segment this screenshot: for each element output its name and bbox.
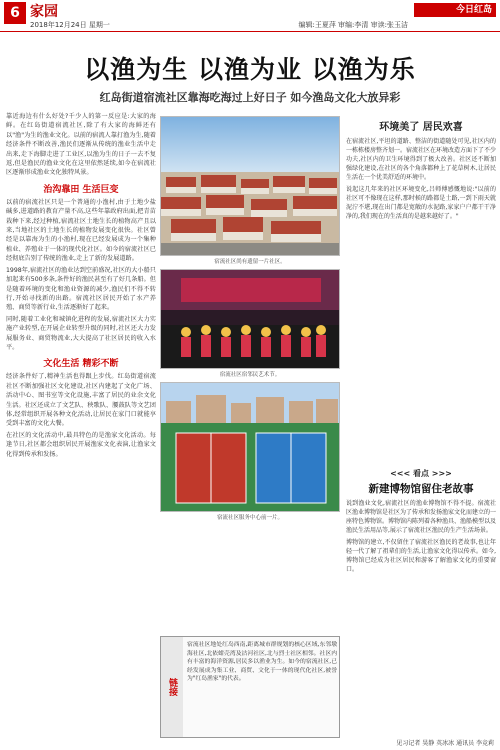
photo-caption: 宿流社区服务中心前一片。 <box>216 515 283 521</box>
link-text: 宿流社区地处红岛西南,距离城市群规划的核心区域,东邻墩海社区,北依蚶壳湾及沽河社区,北与烈士社区相邻。社区内有丰富的海洋资源,居民多以渔业为生。如今的宿流社区,已经发展成为集工业、商贸、文化于一体的现代化社区,被誉为"红岛渔家"的代表。 <box>187 642 337 682</box>
paragraph: 说到渔业文化,宿流社区的渔业博物馆不得不提。宿流社区渔业博物馆是社区为了传承和发扬渔家文化而建立的一座特色博物馆。博物馆内陈列着各种渔具、渔船模型以及渔民生活用品等,展示了宿流社区渔民的生产生活场景。 <box>346 500 497 534</box>
section-heading-1: 治沟靠田 生活巨变 <box>43 184 119 195</box>
section-title: 家园 <box>30 4 58 20</box>
museum-article <box>346 499 496 574</box>
page-header <box>0 0 500 32</box>
link-label: 链接 <box>161 637 183 737</box>
subheadline: 红岛街道宿流社区靠海吃海过上好日子 如今渔岛文化大放异彩 <box>99 91 401 104</box>
kanko-marker: <<< 看点 >>> <box>390 469 452 478</box>
paragraph: 同时,随着工业化和城镇化进程的发展,宿流社区大力实施产业转型,在开展企业转型升级的同时,社区还大力发展服务业、商贸物流业,大大提高了社区居民的收入水平。 <box>6 315 156 351</box>
photo-column <box>160 116 340 525</box>
paragraph: 在宿流社区,平坦的道路、整洁的街道随处可见,社区内的一栋栋楼房整齐划一。宿流社区在环境改造方面下了不少功夫,社区内的卫生环境得到了极大改善。社区还不断加强绿化建设,在社区的各个角落都种上了花草树木,让居民生活在一个优美舒适的环境中。 <box>346 138 497 181</box>
paragraph: 博物馆的建立,不仅留住了宿流社区渔民的老故事,也让年轻一代了解了祖辈们的生活,让渔家文化得以传承。如今,博物馆已经成为社区居民和游客了解渔家文化的重要窗口。 <box>346 539 496 573</box>
stage-performance-photo <box>160 269 340 369</box>
right-section-heading: 环境美了 居民欢喜 <box>379 122 463 133</box>
sports-court-photo <box>160 382 340 512</box>
photo-caption: 宿流社区宿邻民艺术节。 <box>219 372 281 378</box>
intro-paragraph: 靠近海边有什么好处?千少人的第一反应是:大家的海鲜。在红岛街道宿流社区,除了有大家的海鲜还有以"渔"为生的渔业文化。以前的宿流人靠打渔为生,随着经济条件不断改善,渔民们逐渐从传统的渔业生活中走出来,走下海脚走进了工业区,以渔为生的日子一去不复返,但是渔民的渔业文化在这里依然延续,如今在宿流社区逐渐形成渔业文化独特风景。 <box>6 113 156 177</box>
paragraph: 1998年,宿流社区的渔业达到空前盛况,社区的大小船只加起来有500多条,条件好的渔民甚至有了好几条船。但是随着环境的变化和渔业资源的减少,渔民们不得不转行,开始寻找新的出路。宿流社区居民开始了水产养殖、商贸等新行业,生活逐渐好了起来。 <box>6 266 156 312</box>
right-column <box>346 118 496 221</box>
masthead-badge: 今日红岛 <box>414 3 496 17</box>
byline: 见习记者 昊静 英冰冰 通讯员 李竞莉 <box>396 740 494 747</box>
village-aerial-photo <box>160 116 340 256</box>
left-column <box>6 112 156 712</box>
page-number: 6 <box>4 2 26 24</box>
link-sidebar-box <box>160 636 340 738</box>
paragraph: 说起这几年来的社区环境变化,吕师傅感慨地说:"以前的社区可不像现在这样,那时候的路都是土路,一到下雨天就泥泞不堪,现在出门都是宽敞的水泥路,家家户户都干干净净的,我们现在的生活真的是越来越好了。" <box>346 186 496 220</box>
photo-caption: 宿流社区尚有遗留一片社区。 <box>214 259 286 265</box>
headline: 以渔为生 以渔为业 以渔为乐 <box>84 55 416 84</box>
paragraph: 在社区的文化活动中,最具特色的是渔家文化活动。每逢节日,社区都会组织居民开展渔家文化表演,让渔家文化得到传承和发扬。 <box>6 431 156 458</box>
editor-credits: 编辑:王夏萍 审编:李清 审读:张玉洁 <box>298 21 408 29</box>
paragraph: 以前的宿流社区只是一个普通的小渔村,由于土地少盐碱多,进道路的教育产量不高,这些年靠政府出面,把青苗栽种下来,经过种植,宿流社区土地生长的植物高产且以来,当地社区的土地生长的植物发展变化很快。社区曾经是以靠海为生的小渔村,现在已经发展成为一个集种植业、养殖业于一体的现代化社区。如今的宿流社区已经彻底告别了传统的渔业,走上了新的发展道路。 <box>6 198 156 263</box>
section-heading-2: 文化生活 精彩不断 <box>43 359 119 370</box>
issue-date: 2018年12月24日 星期一 <box>30 21 110 29</box>
paragraph: 经济条件好了,精神生活也得跟上步伐。红岛街道宿流社区不断加强社区文化建设,社区内建起了文化广场、活动中心、图书室等文化设施,丰富了居民的业余文化生活。社区还成立了文艺队、秧歌队、腰鼓队等文艺团体,经常组织开展各种文化活动,让居民在家门口就能享受到丰富的文化大餐。 <box>6 373 156 428</box>
museum-headline: 新建博物馆留住老故事 <box>368 483 474 495</box>
